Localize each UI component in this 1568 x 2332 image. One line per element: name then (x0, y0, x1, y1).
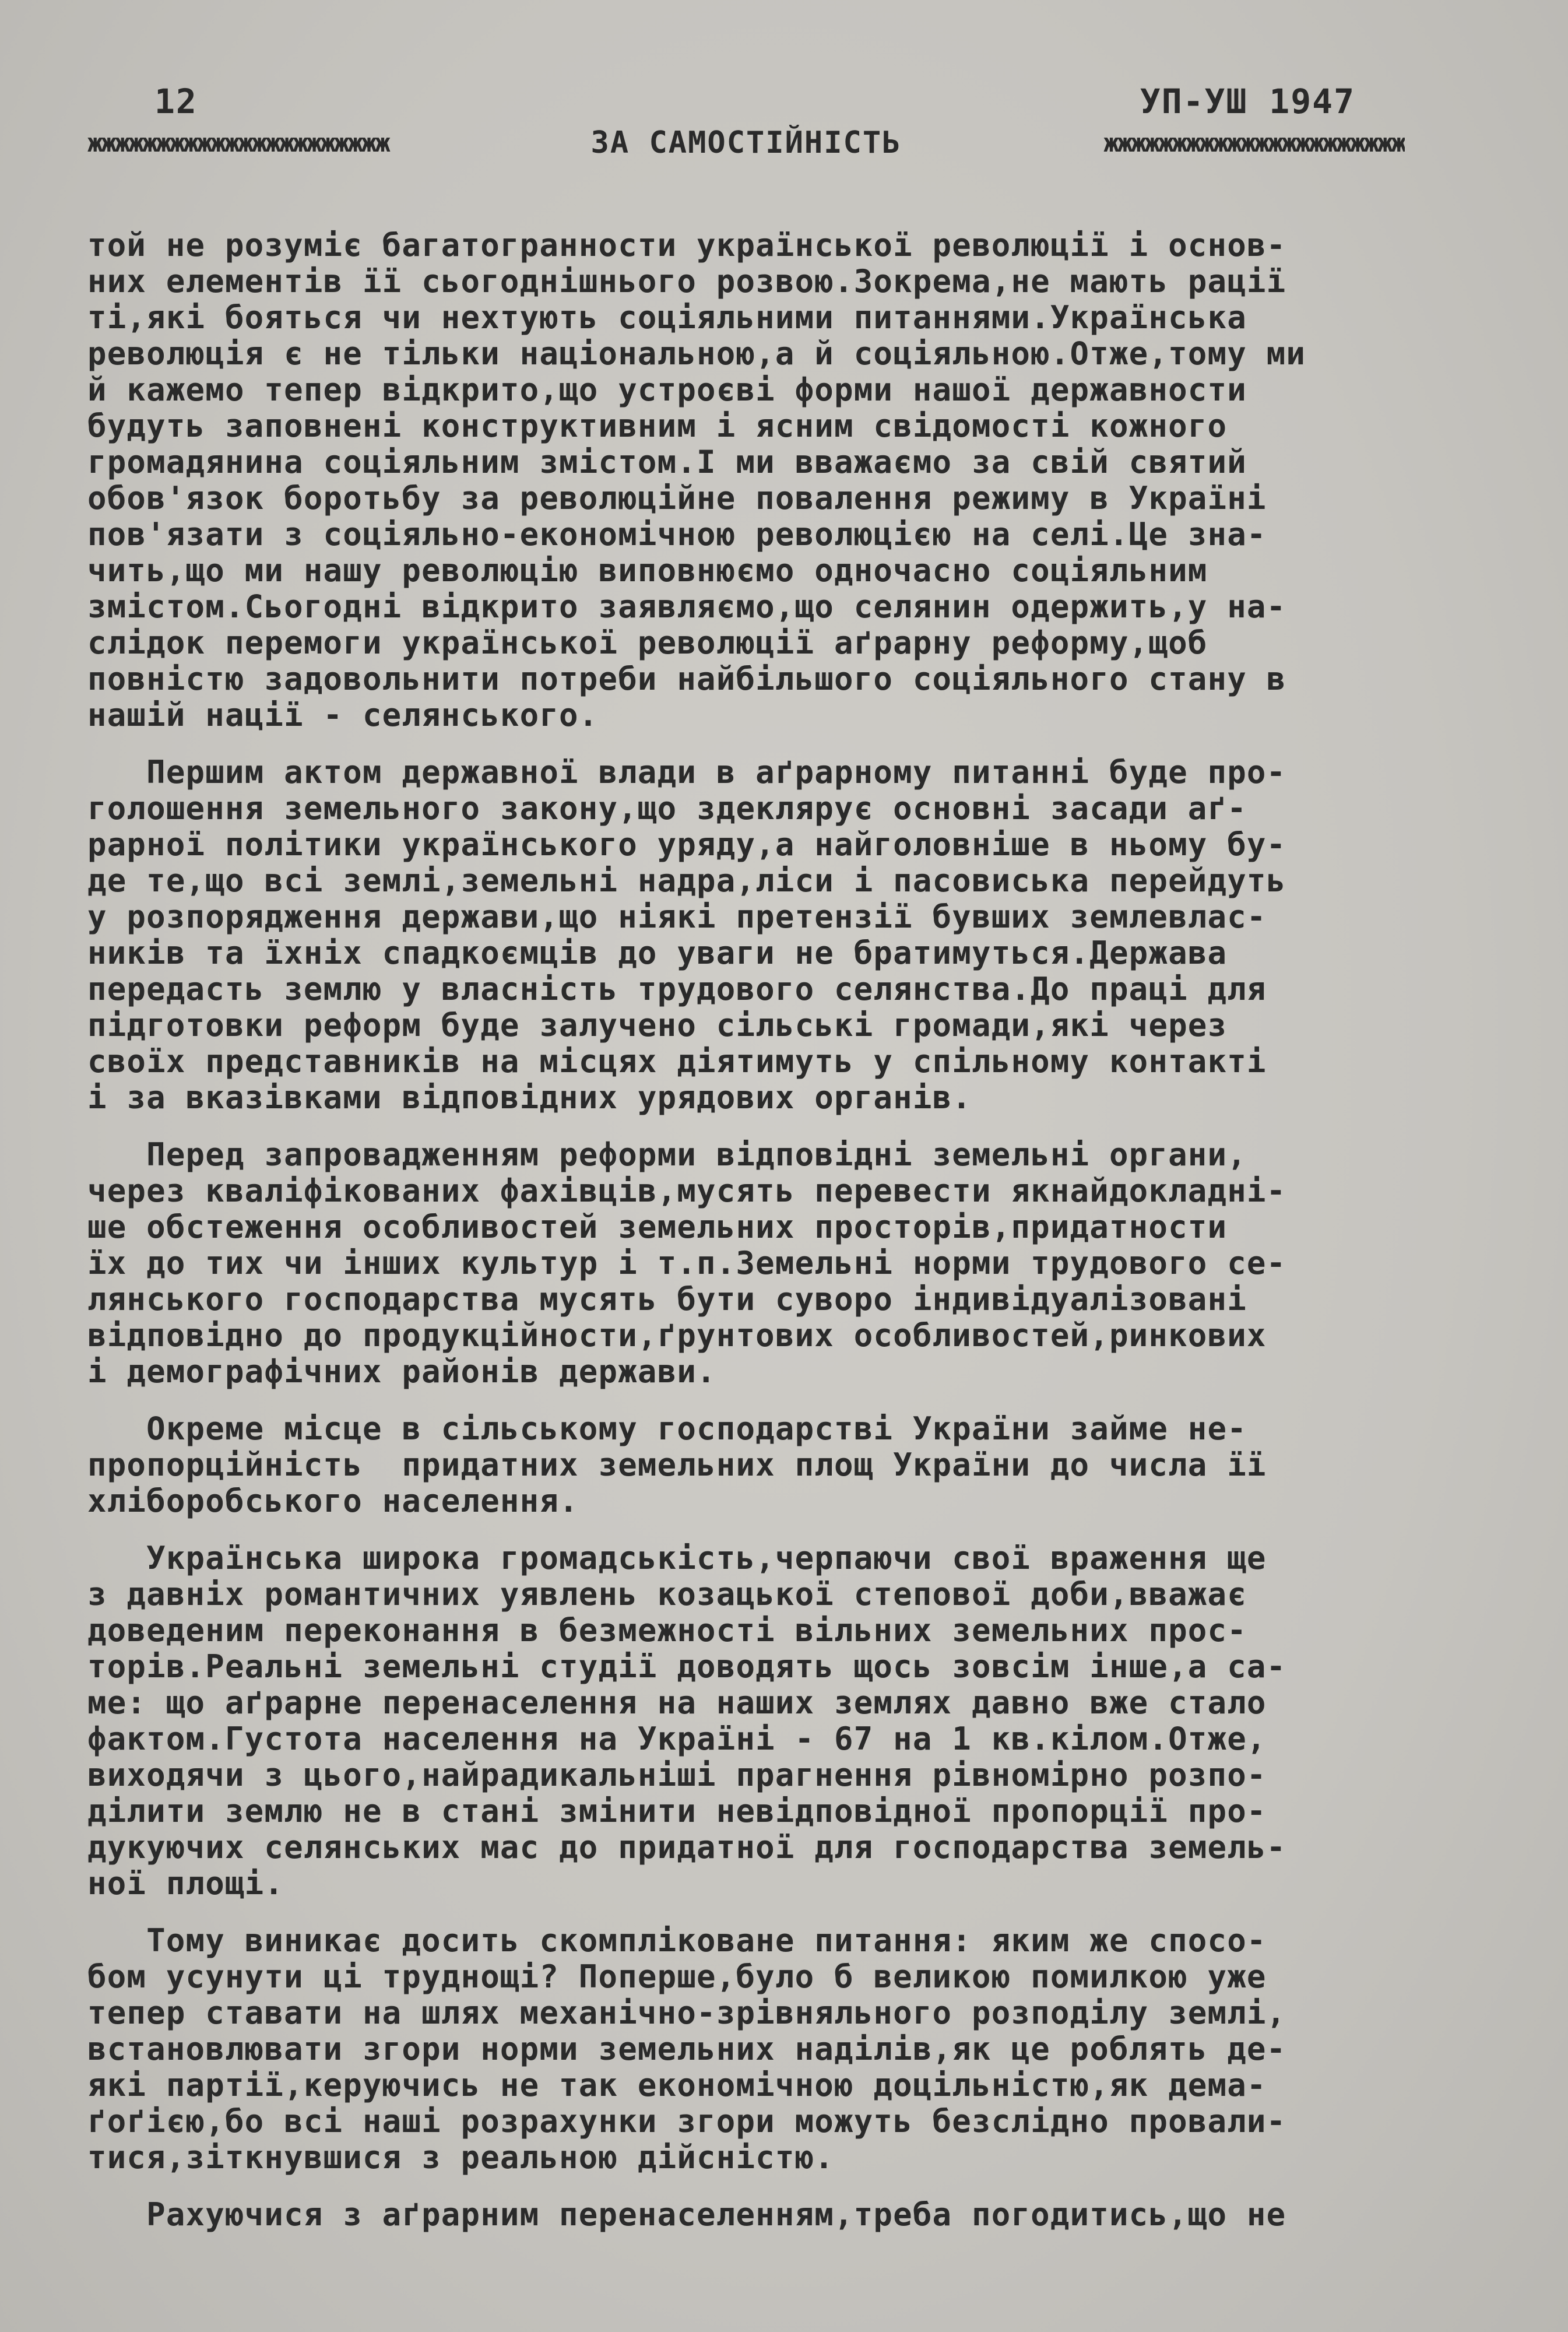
masthead-decoration-right: жжжжжжжжжжжжжжжжжжжжжж (1103, 128, 1405, 158)
paragraph: Тому виникає досить скомпліковане питання: яким же спосо- бом усунути ці труднощі? Поперше,було б великою помилкою уже тепер ставати на шлях механічно-зрівняльного розподілу землі, встановлювати згори норми земельних наділів,як це роблять де- які партії,керуючись не так економічною доцільністю,як дема- ґоґією,бо всі наші розрахунки згори можуть безслідно провали- тися,зіткнувшися з реальною дійсністю. (87, 1922, 1286, 2176)
paragraph: Українська широка громадськість,черпаючи свої враження ще з давніх романтичних уявлень козацької степової доби,вважає доведеним переконання в безмежності вільних земельних прос- торів.Реальні земельні студії доводять щось зовсім інше,а са- ме: що аґрарне перенаселення на наших землях давно вже стало фактом.Густота населення на Україні - 67 на 1 кв.кілом.Отже, виходячи з цього,найрадикальніші прагнення рівномірно розпо- ділити землю не в стані змінити невідповідної пропорції про- дукуючих селянських мас до придатної для господарства земель- ної площі. (87, 1540, 1286, 1902)
masthead-decoration-left: жжжжжжжжжжжжжжжжжжжжжж (87, 128, 389, 158)
masthead-title: ЗА САМОСТІЙНІСТЬ (590, 125, 902, 160)
article-body (87, 227, 1428, 2233)
paragraph: той не розуміє багатогранности української революції і основ- них елементів її сьогоднішнього розвою.Зокрема,не мають рації ті,які бояться чи нехтують соціяльними питаннями.Українська революція є не тільки національною,а й соціяльною.Отже,тому ми й кажемо тепер відкрито,що устроєві форми нашої державности будуть заповнені конструктивним і ясним свідомості кожного громадянина соціяльним змістом.І ми вважаємо за свій святий обов'язок боротьбу за революційне повалення режиму в Україні пов'язати з соціяльно-економічною революцією на селі.Це зна- чить,що ми нашу революцію виповнюємо одночасно соціяльним змістом.Сьогодні відкрито заявляємо,що селянин одержить,у на- слідок перемоги української революції аґрарну реформу,щоб повністю задовольнити потреби найбільшого соціяльного стану в нашій нації - селянського. (87, 227, 1306, 733)
paragraph: Окреме місце в сільському господарстві України займе не- пропорційність придатних земельних площ України до числа її хліборобського населення. (87, 1410, 1267, 1519)
paragraph: Перед запровадженням реформи відповідні земельні органи, через кваліфікованих фахівців,мусять перевести якнайдокладні- ше обстеження особливостей земельних просторів,придатности їх до тих чи інших культур і т.п.Земельні норми трудового се- лянського господарства мусять бути суворо індивідуалізовані відповідно до продукційности,ґрунтових особливостей,ринкових і демографічних районів держави. (87, 1136, 1286, 1390)
paragraph: Рахуючися з аґрарним перенаселенням,треба погодитись,що не (87, 2196, 1286, 2233)
page-number: 12 (154, 82, 198, 121)
paragraph: Першим актом державної влади в аґрарному питанні буде про- голошення земельного закону,що здеклярує основні засади аґ- рарної політики українського уряду,а найголовніше в ньому бу- де те,що всі землі,земельні надра,ліси і пасовиська перейдуть у розпорядження держави,що ніякі претензії бувших землевлас- ників та їхніх спадкоємців до уваги не братимуться.Держава передасть землю у власність трудового селянства.До праці для підготовки реформ буде залучено сільські громади,які через своїх представників на місцях діятимуть у спільному контакті і за вказівками відповідних урядових органів. (87, 754, 1286, 1116)
page-header (154, 82, 1355, 128)
masthead-line (87, 122, 1405, 163)
issue-date: УП-УШ 1947 (1140, 82, 1355, 121)
